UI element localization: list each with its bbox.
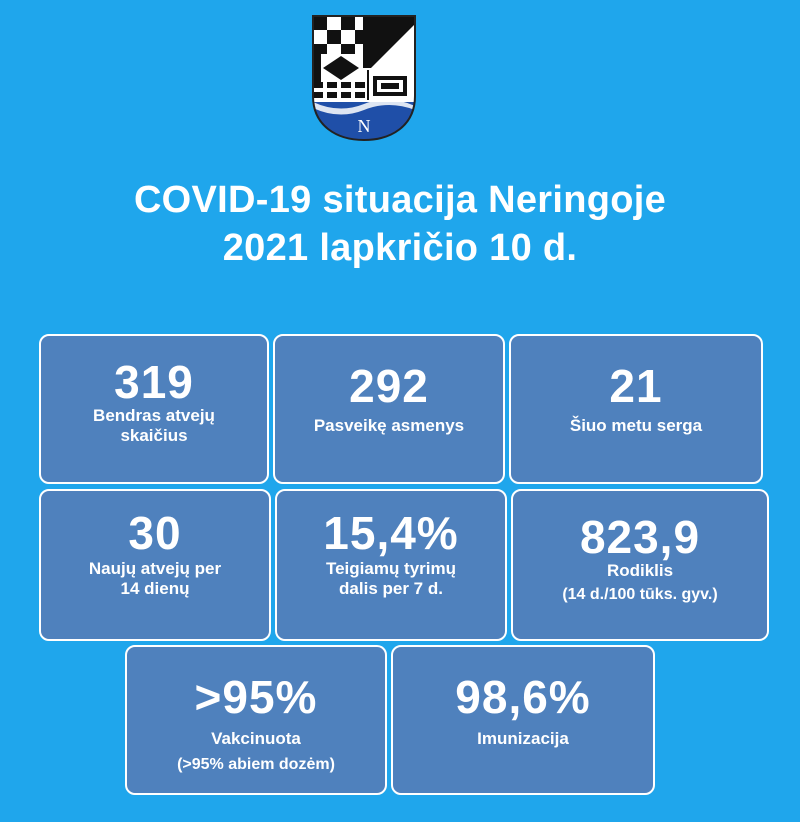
stat-label: Rodiklis <box>606 561 674 580</box>
stat-card-immunization <box>391 645 655 795</box>
stat-value: 30 <box>128 507 182 559</box>
stat-value: 292 <box>349 360 429 412</box>
stat-card-total-cases <box>39 334 269 484</box>
stat-value: 21 <box>609 360 663 412</box>
stat-value: 319 <box>114 356 194 408</box>
page-date: 2021 lapkričio 10 d. <box>222 227 578 269</box>
stat-label: Naujų atvejų per 14 dienų <box>88 559 222 598</box>
emblem-letter: N <box>357 116 371 136</box>
stat-value: 15,4% <box>323 507 459 559</box>
stat-note: (14 d./100 tūks. gyv.) <box>562 586 718 603</box>
stat-label: Bendras atvejų skaičius <box>93 406 215 445</box>
stat-label: Vakcinuota <box>211 729 301 748</box>
page-title: COVID-19 situacija Neringoje <box>133 179 667 221</box>
stat-label: Teigiamų tyrimų dalis per 7 d. <box>325 559 457 598</box>
stat-label: Pasveikę asmenys <box>313 416 465 435</box>
stat-card-incidence-rate <box>511 489 769 641</box>
stat-label: Imunizacija <box>477 729 569 748</box>
stat-card-new-cases-14d <box>39 489 271 641</box>
stat-card-recovered <box>273 334 505 484</box>
stat-value: 823,9 <box>579 511 701 563</box>
stat-card-currently-ill <box>509 334 763 484</box>
stat-card-positive-tests <box>275 489 507 641</box>
coat-of-arms-icon <box>311 14 417 142</box>
stat-value: 98,6% <box>455 671 591 723</box>
stat-card-vaccinated <box>125 645 387 795</box>
neringa-coat-of-arms <box>311 14 417 142</box>
stat-note: (>95% abiem dozėm) <box>177 756 335 773</box>
stat-label: Šiuo metu serga <box>569 416 703 435</box>
stat-value: >95% <box>194 671 318 723</box>
